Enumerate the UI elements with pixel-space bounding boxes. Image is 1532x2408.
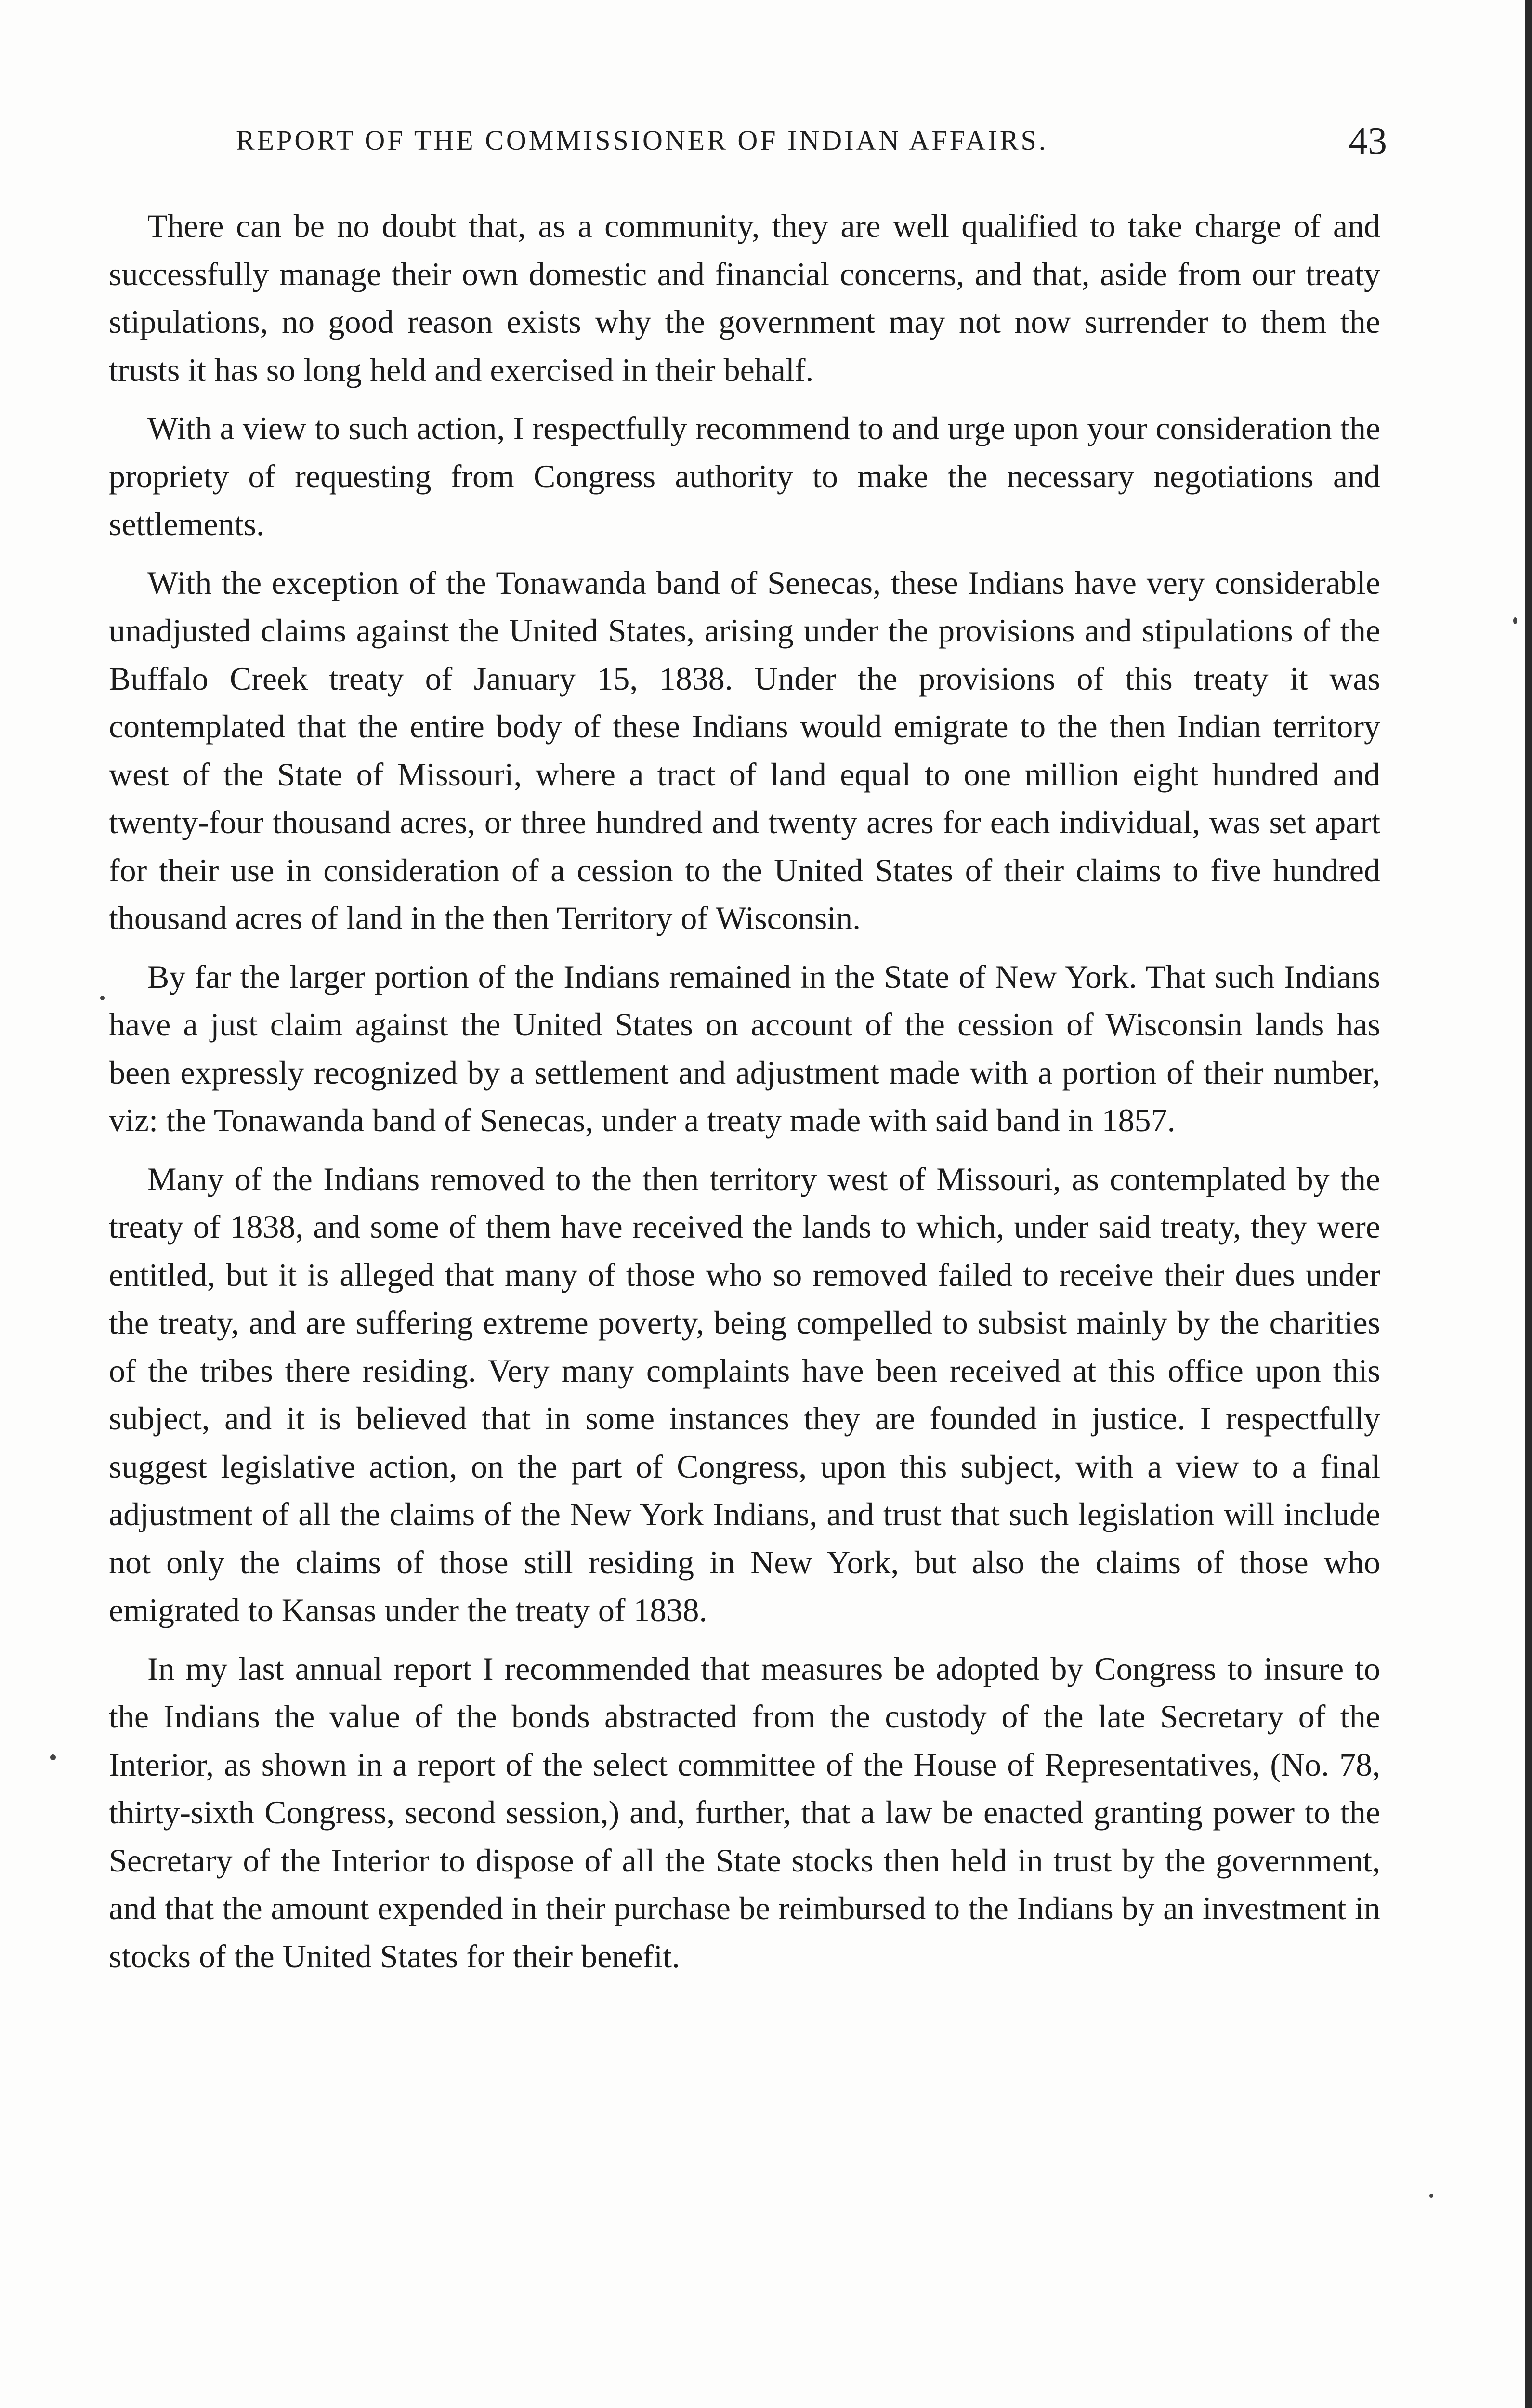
- paragraph: Many of the Indians removed to the then territory west of Missouri, as contemplated by the treaty of 1838, and some of them have received the lands to which, under said treaty, they were entitled, but it is alleged that many of those who so removed failed to receive their dues under the treaty, and are suffering extreme poverty, being compelled to subsist mainly by the charities of the tribes there residing. Very many complaints have been received at this office upon this subject, and it is believed that in some instances they are founded in justice. I respectfully suggest legislative action, on the part of Congress, upon this subject, with a view to a final adjustment of all the claims of the New York Indians, and trust that such legislation will include not only the claims of those still residing in New York, but also the claims of those who emigrated to Kansas under the treaty of 1838.: [109, 1160, 1380, 1628]
- paragraph: By far the larger portion of the Indians remained in the State of New York. That such Indians have a just claim against the United States on account of the cession of Wisconsin lands has been expressly recognized by a settlement and adjustment made with a portion of their number, viz: the Tonawanda band of Senecas, under a treaty made with said band in 1857.: [109, 958, 1380, 1139]
- page-number: 43: [1349, 120, 1387, 162]
- running-head: REPORT OF THE COMMISSIONER OF INDIAN AFFAIRS.: [236, 125, 1048, 156]
- page-header: [236, 119, 1387, 168]
- body-text: [109, 202, 1380, 1991]
- scan-edge: [1525, 0, 1532, 2408]
- paragraph: There can be no doubt that, as a community, they are well qualified to take charge of and successfully manage their own domestic and financial concerns, and that, aside from our treaty stipulations, no good reason exists why the government may not now surrender to them the trusts it has so long held and exercised in their behalf.: [109, 208, 1380, 388]
- paragraph: In my last annual report I recommended that measures be adopted by Congress to insure to the Indians the value of the bonds abstracted from the custody of the late Secretary of the Interior, as shown in a report of the select committee of the House of Representatives, (No. 78, thirty-sixth Congress, second session,) and, further, that a law be enacted granting power to the Secretary of the Interior to dispose of all the State stocks then held in trust by the government, and that the amount expended in their purchase be reimbursed to the Indians by an investment in stocks of the United States for their benefit.: [109, 1650, 1380, 1975]
- scan-speck: [100, 996, 105, 1000]
- scan-speck: [1513, 617, 1517, 624]
- scan-speck: [1429, 2194, 1433, 2198]
- paragraph: With a view to such action, I respectfully recommend to and urge upon your consideration the propriety of requesting from Congress authority to make the necessary negotiations and settlements.: [109, 410, 1380, 542]
- paragraph: With the exception of the Tonawanda band of Senecas, these Indians have very considerable unadjusted claims against the United States, arising under the provisions and stipulations of the Buffalo Creek treaty of January 15, 1838. Under the provisions of this treaty it was contemplated that the entire body of these Indians would emigrate to the then Indian territory west of the State of Missouri, where a tract of land equal to one million eight hundred and twenty-four thousand acres, or three hundred and twenty acres for each individual, was set apart for their use in consideration of a cession to the United States of their claims to five hundred thousand acres of land in the then Territory of Wisconsin.: [109, 564, 1380, 936]
- scan-speck: [50, 1754, 56, 1760]
